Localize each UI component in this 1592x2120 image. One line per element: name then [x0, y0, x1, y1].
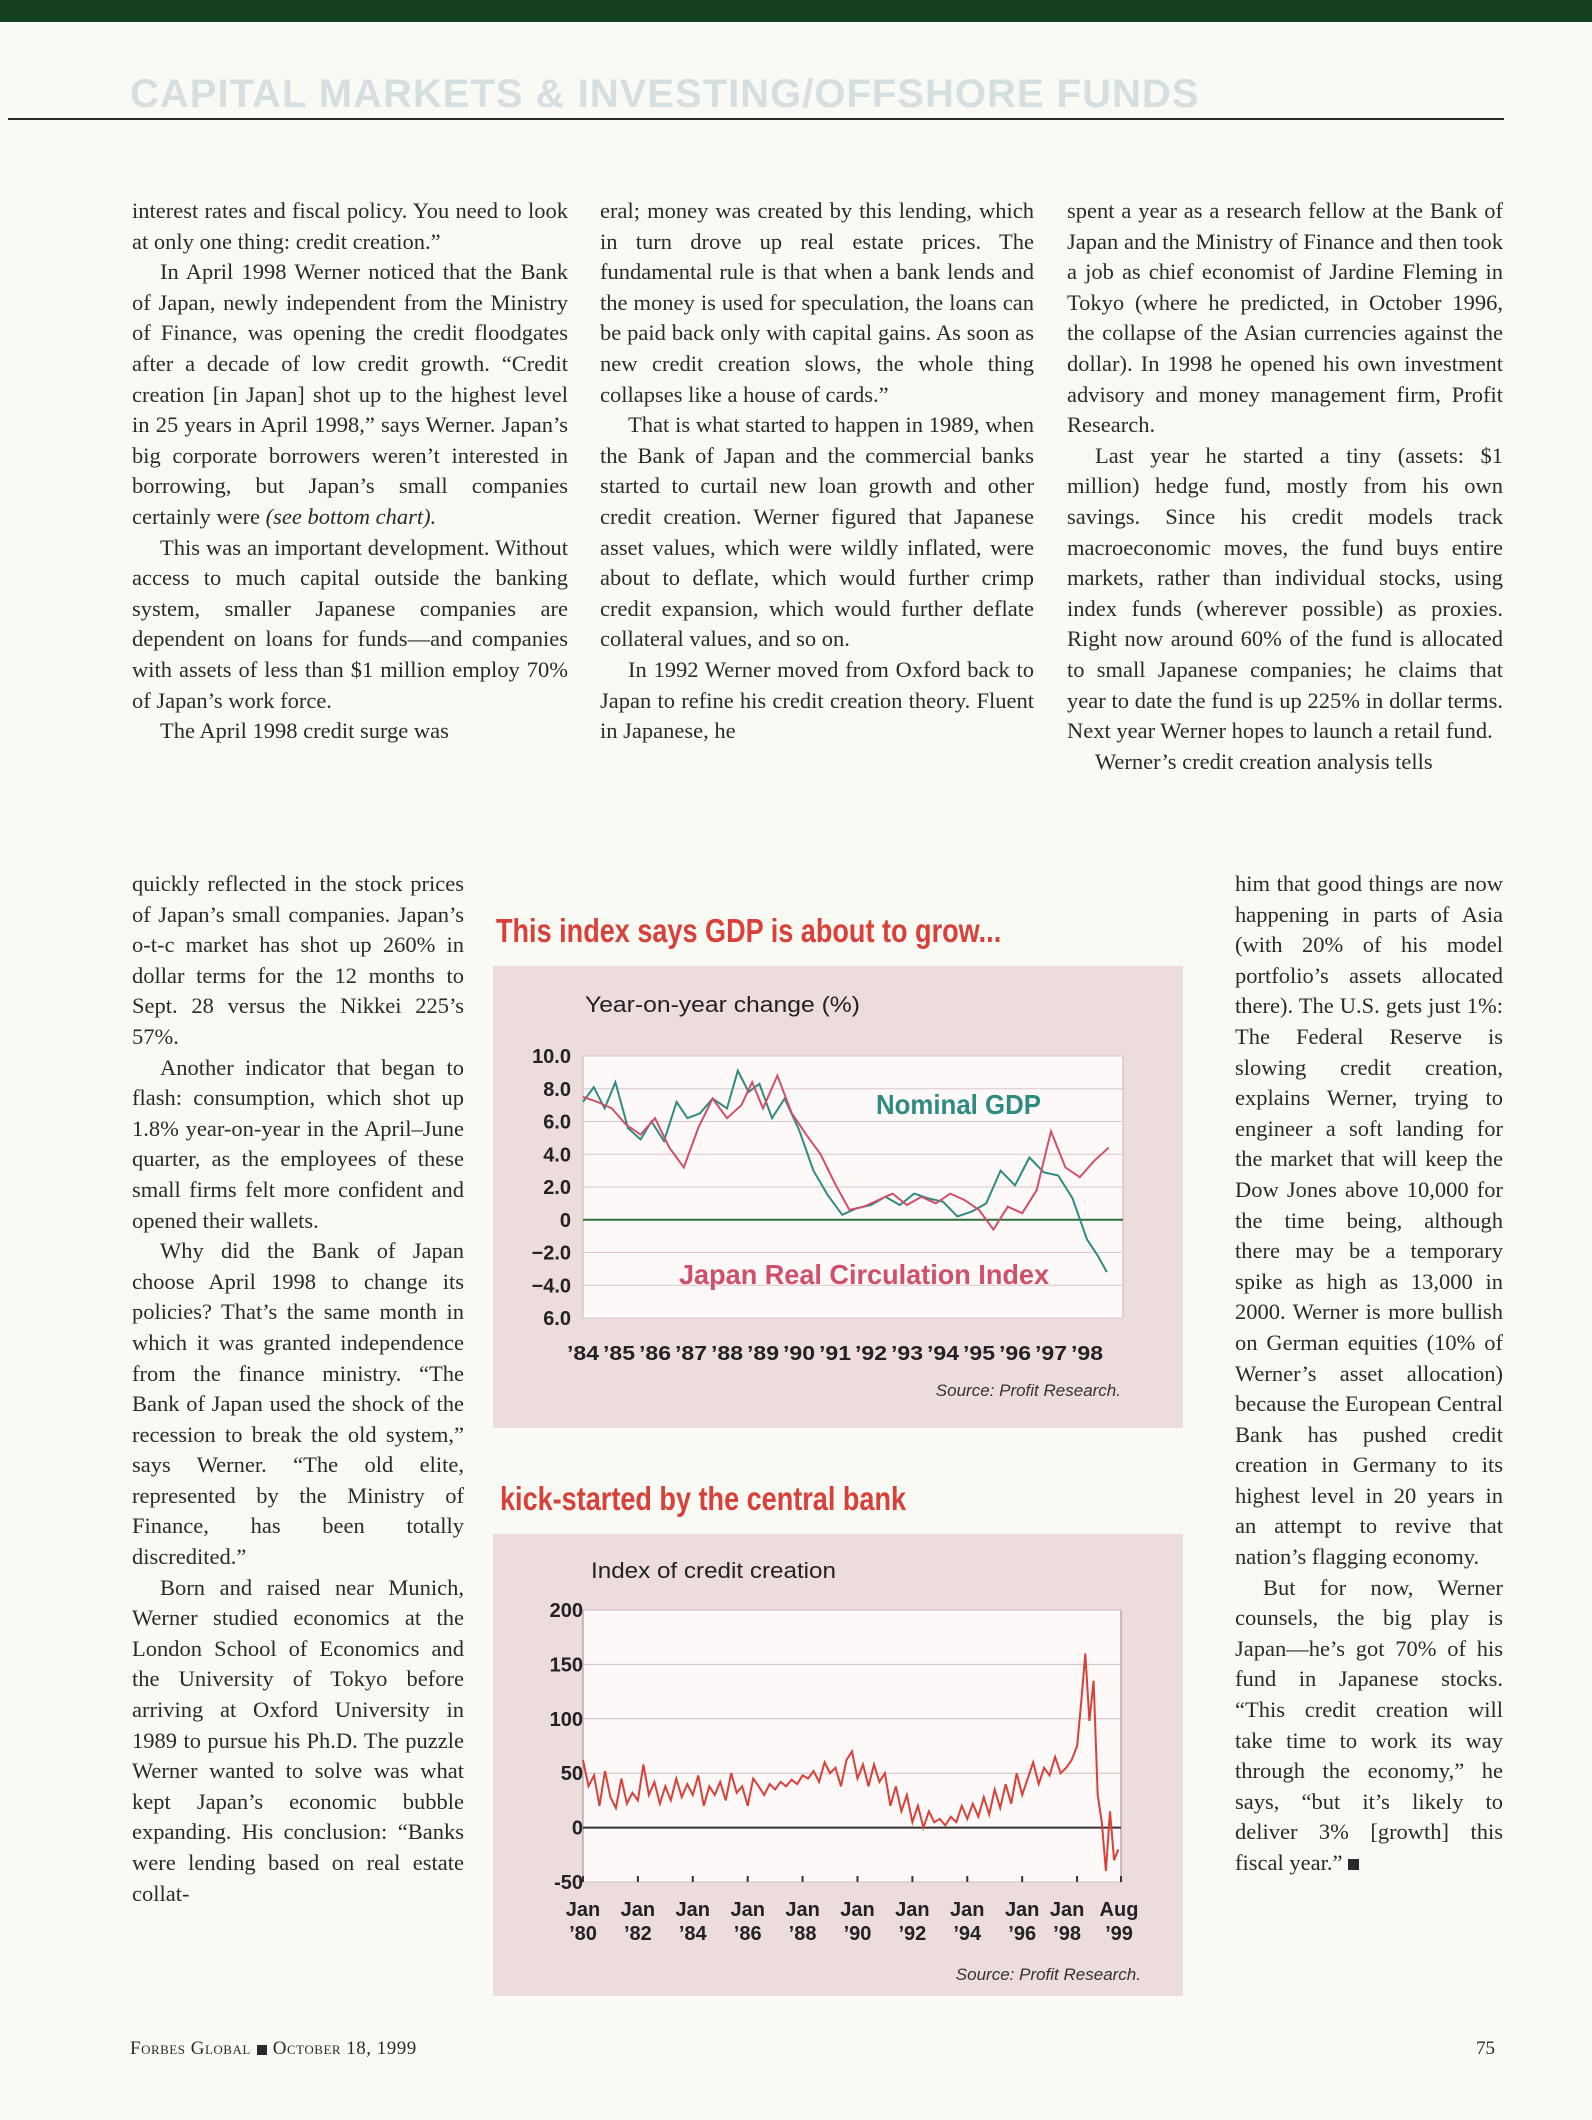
plot-area	[583, 1610, 1121, 1882]
y-tick-label: 2.0	[543, 1177, 571, 1199]
chart-reference: (see bottom chart).	[265, 503, 437, 529]
x-tick-label: ’84	[567, 1343, 600, 1365]
y-axis-label: Year-on-year change (%)	[585, 992, 860, 1017]
issue-date: October 18, 1999	[272, 2038, 417, 2059]
x-tick-label	[785, 1899, 819, 1945]
y-tick-label: 100	[549, 1708, 583, 1731]
paragraph-text: But for now, Werner counsels, the big play is Japan—he’s got 70% of his fund in Japanese stocks. “This credit creation will take time to work its way through the economy,” he says, “but it’s likely to deliver 3% [growth] this fiscal year.”	[1235, 1574, 1503, 1875]
x-tick-label: ’88	[711, 1343, 743, 1365]
x-tick-label-year: ’98	[1053, 1923, 1081, 1945]
y-tick-label: 8.0	[543, 1078, 571, 1101]
x-tick-label-year: ’86	[733, 1923, 762, 1945]
x-tick-label-month: Jan	[1049, 1899, 1085, 1921]
paragraph: Werner’s credit creation analysis tells	[1095, 748, 1433, 774]
x-tick-label: ’96	[999, 1343, 1031, 1365]
chart-1-panel	[493, 966, 1183, 1428]
chart-source: Source: Profit Research.	[935, 1381, 1121, 1400]
paragraph: The April 1998 credit surge was	[160, 718, 449, 744]
paragraph: Born and raised near Munich, Werner studied economics at the London School of Economics and the University of Tokyo before arriving at Oxford University in 1989 to pursue his Ph.D. The puzzle Werner wanted to solve was what kept Japan’s economic bubble expanding. His conclusion: “Banks were lending based on real estate collat-	[132, 1574, 464, 1906]
x-tick-label	[676, 1899, 710, 1945]
page-number: 75	[1476, 2038, 1495, 2059]
x-tick-label: ’95	[963, 1343, 995, 1365]
x-tick-label: ’98	[1071, 1343, 1103, 1365]
paragraph: him that good things are now happening in parts of Asia (with 20% of his model portfolio’s assets allocated there). The U.S. gets just 1%: The Federal Reserve is slowing credit creation, explains Werner, trying to engineer a soft landing for the market that will keep the Dow Jones above 10,000 for the time being, although there may be a temporary spike as high as 13,000 in 2000. Werner is more bullish on German equities (10% of Werner’s asset allocation) because the European Central Bank has pushed credit creation in Germany to its highest level in 20 years in an attempt to revive that nation’s flagging economy.	[1235, 871, 1504, 1570]
chart-1-svg	[493, 966, 1183, 1428]
paragraph: Another indicator that began to flash: consumption, which shot up 1.8% year-on-year in the April–June quarter, as the employees of these small firms felt more confident and opened their wallets.	[132, 1054, 464, 1233]
x-tick-label-year: ’88	[788, 1923, 817, 1945]
paragraph	[132, 257, 568, 532]
x-tick-label	[1050, 1899, 1084, 1945]
paragraph: In 1992 Werner moved from Oxford back to Japan to refine his credit creation theory. Fluent in Japanese, he	[600, 656, 1034, 744]
series-label-nominal-gdp: Nominal GDP	[876, 1089, 1041, 1120]
x-tick-label-year: ’94	[953, 1923, 982, 1945]
y-tick-label: 4.0	[543, 1144, 571, 1167]
x-tick-label-month: Jan	[730, 1899, 765, 1921]
x-tick-label-month: Jan	[565, 1899, 601, 1921]
x-tick-label: ’86	[639, 1343, 671, 1365]
paragraph	[1235, 1573, 1503, 1879]
publication-name: Forbes Global	[130, 2038, 251, 2059]
x-tick-label	[895, 1899, 929, 1945]
x-tick-label: ’91	[819, 1343, 851, 1365]
y-tick-label: 200	[549, 1600, 583, 1622]
article-column-1	[132, 196, 568, 747]
footer-separator	[257, 2045, 267, 2055]
x-tick-label: ’94	[927, 1343, 960, 1365]
chart-source: Source: Profit Research.	[955, 1965, 1141, 1984]
x-tick-label: ’85	[603, 1343, 635, 1365]
x-tick-label-month: Jan	[620, 1899, 656, 1921]
x-tick-label: ’90	[783, 1343, 815, 1365]
paragraph: interest rates and fiscal policy. You need to look at only one thing: credit creation.”	[132, 198, 568, 254]
x-tick-label	[950, 1899, 984, 1945]
paragraph: This was an important development. Without access to much capital outside the banking system, smaller Japanese companies are dependent on loans for funds—and companies with assets of less than $1 million employ 70% of Japan’s work force.	[132, 534, 568, 713]
x-tick-label: ’92	[855, 1343, 887, 1365]
y-tick-label: 150	[549, 1654, 583, 1677]
x-tick-label-month: Jan	[785, 1899, 820, 1921]
paragraph: Last year he started a tiny (assets: $1 million) hedge fund, mostly from his own savings. Since his credit models track macroeconomic moves, the fund buys entire markets, rather than individual stocks, using index funds (wherever possible) as proxies. Right now around 60% of the fund is allocated to small Japanese companies; he claims that year to date the fund is up 225% in dollar terms. Next year Werner hopes to launch a retail fund.	[1067, 442, 1503, 744]
x-tick-label-month: Jan	[1004, 1899, 1040, 1921]
y-tick-label: 0	[571, 1817, 583, 1840]
x-tick-label-year: ’92	[898, 1923, 927, 1945]
x-tick-label	[1005, 1899, 1039, 1945]
footer-publication	[130, 2038, 417, 2060]
paragraph-text: In April 1998 Werner noticed that the Bank of Japan, newly independent from the Ministry of Finance, was opening the credit floodgates after a decade of low credit growth. “Credit creation [in Japan] shot up to the highest level in 25 years in April 1998,” says Werner. Japan’s big corporate borrowers weren’t interested in borrowing, but Japan’s small companies certainly were	[132, 259, 568, 529]
chart-2-panel	[493, 1534, 1183, 1996]
paragraph: quickly reflected in the stock prices of Japan’s small companies. Japan’s o-t-c market has shot up 260% in dollar terms for the 12 months to Sept. 28 versus the Nikkei 225’s 57%.	[132, 871, 464, 1049]
section-header-bleedthrough: CAPITAL MARKETS & INVESTING/OFFSHORE FUNDS	[130, 72, 1200, 114]
x-tick-label-month: Jan	[895, 1899, 930, 1921]
y-tick-label: 0	[559, 1209, 571, 1232]
y-tick-label: -50	[554, 1872, 583, 1894]
x-tick-label: ’93	[891, 1343, 923, 1365]
end-of-article-mark	[1348, 1859, 1359, 1870]
paragraph: Why did the Bank of Japan choose April 1998 to change its policies? That’s the same month in which it was granted independence from the finance ministry. “The Bank of Japan used the shock of the recession to break the old system,” says Werner. “The old elite, represented by the Ministry of Finance, has been totally discredited.”	[132, 1238, 464, 1570]
article-column-3	[1067, 196, 1503, 777]
chart-2-svg	[493, 1534, 1183, 1996]
paragraph: That is what started to happen in 1989, when the Bank of Japan and the commercial banks started to curtail new loan growth and other credit creation. Werner figured that Japanese asset values, which were wildly inflated, were about to deflate, which would further crimp credit expansion, which would further deflate collateral values, and so on.	[600, 412, 1034, 652]
article-column-1-continued	[132, 869, 464, 1909]
x-tick-label: ’97	[1035, 1343, 1067, 1365]
chart-2-title: kick-started by the central bank	[500, 1480, 907, 1517]
x-tick-label-month: Aug	[1099, 1899, 1139, 1921]
x-tick-label	[1100, 1899, 1139, 1945]
x-tick-label: ’87	[675, 1343, 707, 1365]
y-tick-label: −2.0	[531, 1242, 571, 1265]
x-tick-label-year: ’96	[1008, 1923, 1037, 1945]
y-tick-label: −4.0	[531, 1275, 571, 1298]
chart-1-title: This index says GDP is about to grow...	[496, 912, 1002, 949]
x-tick-label-month: Jan	[840, 1899, 875, 1921]
x-tick-label: ’89	[747, 1343, 779, 1365]
x-tick-label	[840, 1899, 874, 1945]
y-axis-label: Index of credit creation	[591, 1558, 836, 1583]
x-tick-label-year: ’99	[1105, 1923, 1133, 1945]
x-tick-label-year: ’90	[843, 1923, 872, 1945]
top-color-bar	[0, 0, 1592, 22]
paragraph: eral; money was created by this lending, which in turn drove up real estate prices. The fundamental rule is that when a bank lends and the money is used for speculation, the loans can be paid back only with capital gains. As soon as new credit creation slows, the whole thing collapses like a house of cards.”	[600, 198, 1034, 407]
x-tick-label	[621, 1899, 655, 1945]
x-tick-label	[730, 1899, 764, 1945]
x-tick-label-year: ’82	[623, 1923, 652, 1945]
x-tick-label-month: Jan	[950, 1899, 985, 1921]
article-column-3-continued	[1235, 869, 1503, 1879]
y-tick-label: 6.0	[543, 1111, 571, 1134]
article-column-2	[600, 196, 1034, 747]
x-tick-label-year: ’84	[678, 1923, 707, 1945]
x-tick-label	[566, 1899, 600, 1945]
y-tick-label: 10.0	[532, 1046, 571, 1068]
y-tick-label: 50	[560, 1763, 583, 1786]
series-label-real-circulation-index: Japan Real Circulation Index	[679, 1259, 1050, 1290]
header-rule	[8, 118, 1504, 120]
x-tick-label-month: Jan	[675, 1899, 711, 1921]
y-tick-label: 6.0	[543, 1308, 571, 1330]
x-tick-label-year: ’80	[569, 1923, 597, 1945]
paragraph: spent a year as a research fellow at the Bank of Japan and the Ministry of Finance and then took a job as chief economist of Jardine Fleming in Tokyo (where he predicted, in October 1996, the collapse of the Asian currencies against the dollar). In 1998 he opened his own investment advisory and money management firm, Profit Research.	[1067, 198, 1503, 438]
